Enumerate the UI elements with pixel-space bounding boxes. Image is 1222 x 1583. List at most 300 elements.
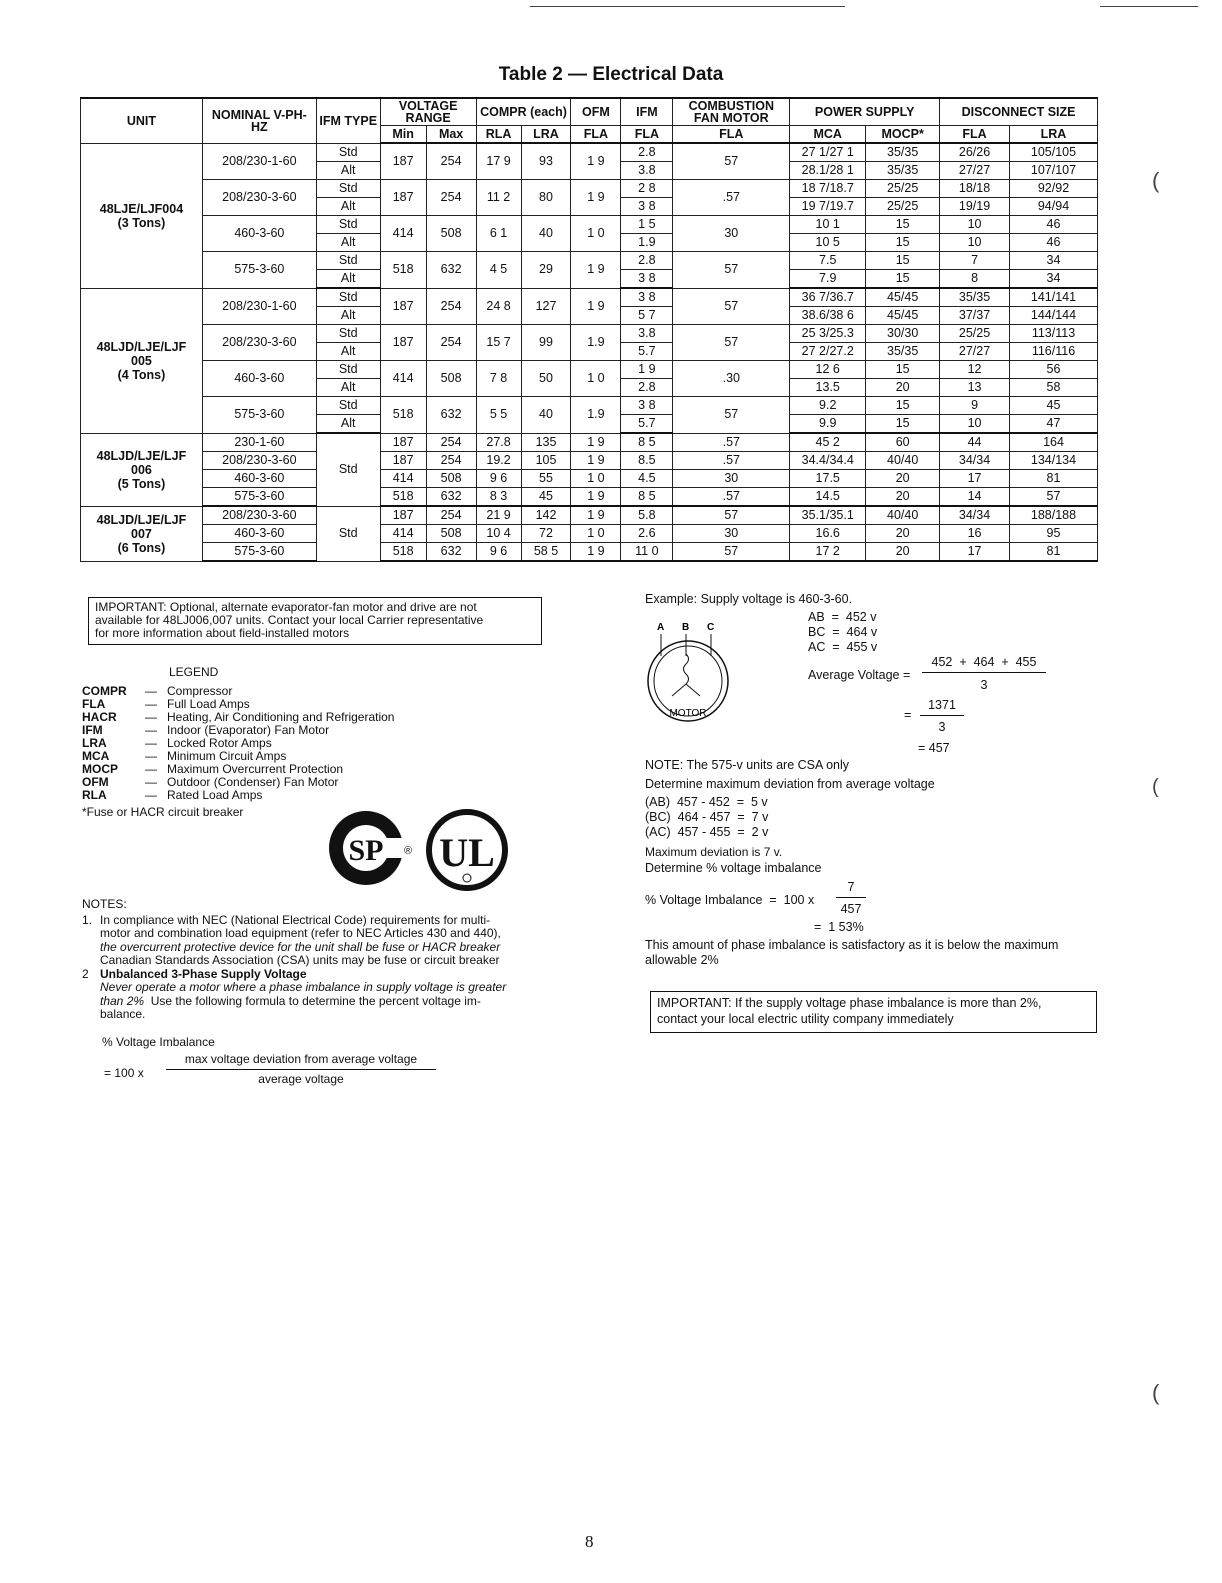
table-row (81, 216, 1098, 234)
legend-description: Outdoor (Condenser) Fan Motor (167, 775, 339, 789)
value-mca: 12 6 (790, 361, 866, 379)
value-min: 518 (380, 252, 426, 289)
value-mca: 13.5 (790, 379, 866, 397)
table-row (81, 470, 1098, 488)
table-body (81, 143, 1098, 561)
deviation-bc: (BC) 464 - 457 = 7 v (645, 810, 769, 824)
ifm-type: Std (316, 397, 380, 415)
value-ofm: 1 0 (571, 470, 621, 488)
hdr-nominal: NOMINAL V-PH-HZ (202, 98, 316, 143)
hdr-ifm-fla: FLA (621, 126, 673, 144)
value-dfla: 44 (940, 433, 1010, 452)
value-max: 508 (426, 525, 476, 543)
value-mca: 10 5 (790, 234, 866, 252)
value-rla: 9 6 (476, 543, 521, 562)
legend-key: RLA (82, 788, 107, 802)
value-dfla: 18/18 (940, 180, 1010, 198)
value-rla: 19.2 (476, 452, 521, 470)
value-mca: 18 7/18.7 (790, 180, 866, 198)
value-max: 254 (426, 452, 476, 470)
value-min: 518 (380, 488, 426, 507)
important-line: IMPORTANT: If the supply voltage phase imbalance is more than 2%, (657, 996, 1042, 1010)
ifm-type: Std (316, 325, 380, 343)
legend-dash: — (145, 749, 157, 763)
notes (82, 898, 562, 1022)
value-mca: 7.9 (790, 270, 866, 289)
example-bc: BC = 464 v (808, 625, 878, 639)
value-rla: 11 2 (476, 180, 521, 216)
legend-key: OFM (82, 775, 109, 789)
value-min: 414 (380, 525, 426, 543)
table-row (81, 252, 1098, 270)
notes-title: NOTES: (82, 897, 127, 911)
legend-description: Minimum Circuit Amps (167, 749, 287, 763)
formula-lhs: = 100 x (104, 1066, 144, 1080)
value-mca: 9.9 (790, 415, 866, 434)
value-mca: 7.5 (790, 252, 866, 270)
value-dfla: 10 (940, 415, 1010, 434)
ifm-fla: 2.8 (621, 379, 673, 397)
combustion-fla: .30 (673, 361, 790, 397)
value-ofm: 1 9 (571, 252, 621, 289)
ifm-fla: 1 5 (621, 216, 673, 234)
value-dfla: 9 (940, 397, 1010, 415)
ifm-fla: 2.8 (621, 252, 673, 270)
value-dlra: 116/116 (1010, 343, 1098, 361)
value-rla: 21 9 (476, 506, 521, 525)
nominal-voltage: 460-3-60 (202, 525, 316, 543)
value-rla: 9 6 (476, 470, 521, 488)
nominal-voltage: 208/230-3-60 (202, 506, 316, 525)
pct-numerator: 7 (847, 880, 855, 894)
value-lra: 127 (521, 288, 571, 325)
ifm-type: Std (316, 288, 380, 307)
pct-imbalance-label: % Voltage Imbalance (102, 1035, 215, 1049)
value-mocp: 35/35 (866, 162, 940, 180)
svg-text:A: A (657, 622, 665, 633)
nominal-voltage: 575-3-60 (202, 252, 316, 289)
value-max: 254 (426, 506, 476, 525)
value-min: 187 (380, 433, 426, 452)
value-min: 414 (380, 470, 426, 488)
important-note-motor (88, 597, 542, 645)
value-dlra: 141/141 (1010, 288, 1098, 307)
legend-description: Full Load Amps (167, 697, 250, 711)
note-1 (82, 914, 562, 968)
ifm-type: Std (316, 180, 380, 198)
combustion-fla: .57 (673, 180, 790, 216)
table-row (81, 543, 1098, 562)
margin-mark: ( (1152, 776, 1159, 798)
note-text (100, 995, 562, 1009)
unit-label: 005 (131, 353, 152, 368)
svg-text:B: B (682, 622, 690, 633)
conclusion-line: This amount of phase imbalance is satisfactory as it is below the maximum (645, 938, 1059, 952)
legend-dash: — (145, 736, 157, 750)
value-mocp: 15 (866, 415, 940, 434)
note-text: In compliance with NEC (National Electrical Code) requirements for multi- (100, 912, 491, 927)
value-lra: 40 (521, 397, 571, 434)
f2-numerator: 1371 (928, 698, 956, 712)
formula-fraction-bar (166, 1069, 436, 1070)
pct-denominator: 457 (840, 902, 862, 916)
value-max: 254 (426, 433, 476, 452)
legend-dash: — (145, 762, 157, 776)
important-line: IMPORTANT: Optional, alternate evaporator-fan motor and drive are not (95, 600, 477, 614)
combustion-fla: 57 (673, 288, 790, 325)
value-ofm: 1.9 (571, 325, 621, 361)
value-dlra: 46 (1010, 234, 1098, 252)
nominal-voltage: 460-3-60 (202, 361, 316, 397)
hdr-unit: UNIT (81, 98, 203, 143)
hdr-mocp: MOCP* (866, 126, 940, 144)
value-mca: 27 1/27 1 (790, 143, 866, 162)
value-mocp: 35/35 (866, 343, 940, 361)
value-min: 187 (380, 506, 426, 525)
table-row (81, 525, 1098, 543)
value-lra: 29 (521, 252, 571, 289)
registered-mark: ® (404, 845, 413, 857)
value-mocp: 15 (866, 234, 940, 252)
note-2-number: 2 (82, 966, 89, 981)
value-mca: 25 3/25.3 (790, 325, 866, 343)
value-rla: 15 7 (476, 325, 521, 361)
nominal-voltage: 575-3-60 (202, 397, 316, 434)
hdr-disc-fla: FLA (940, 126, 1010, 144)
nominal-voltage: 208/230-3-60 (202, 180, 316, 216)
legend-dash: — (145, 684, 157, 698)
pct-fraction-bar (836, 897, 866, 898)
value-dlra: 95 (1010, 525, 1098, 543)
ifm-type: Alt (316, 379, 380, 397)
value-dlra: 105/105 (1010, 143, 1098, 162)
value-dlra: 188/188 (1010, 506, 1098, 525)
svg-text:UL: UL (439, 830, 495, 875)
note-text: the overcurrent protective device for the unit shall be fuse or HACR breaker (100, 939, 501, 954)
table-row (81, 180, 1098, 198)
margin-mark: ( (1152, 168, 1160, 193)
value-min: 414 (380, 361, 426, 397)
avg-label: Average Voltage = (808, 668, 911, 682)
value-min: 187 (380, 180, 426, 216)
value-max: 632 (426, 488, 476, 507)
legend-description: Rated Load Amps (167, 788, 263, 802)
hdr-compr: COMPR (each) (476, 98, 571, 126)
value-max: 254 (426, 325, 476, 361)
table-row (81, 325, 1098, 343)
table-title: Table 2 — Electrical Data (498, 64, 724, 85)
motor-diagram (645, 618, 735, 722)
value-max: 508 (426, 216, 476, 252)
hdr-lra: LRA (521, 126, 571, 144)
ifm-type: Std (316, 433, 380, 506)
value-mocp: 35/35 (866, 143, 940, 162)
unit-cell (81, 433, 203, 506)
value-ofm: 1 9 (571, 488, 621, 507)
unit-cell (81, 288, 203, 433)
ifm-fla: 3 8 (621, 288, 673, 307)
legend-item (82, 789, 552, 802)
ifm-type: Alt (316, 415, 380, 434)
value-rla: 5 5 (476, 397, 521, 434)
hdr-min: Min (380, 126, 426, 144)
value-dfla: 19/19 (940, 198, 1010, 216)
svg-text:SP: SP (348, 834, 384, 867)
value-lra: 45 (521, 488, 571, 507)
determine-imbalance: Determine % voltage imbalance (645, 861, 822, 875)
value-mocp: 15 (866, 270, 940, 289)
value-mca: 16.6 (790, 525, 866, 543)
ifm-fla: 2 8 (621, 180, 673, 198)
value-mocp: 20 (866, 543, 940, 562)
nominal-voltage: 460-3-60 (202, 216, 316, 252)
value-mocp: 15 (866, 252, 940, 270)
value-mca: 36 7/36.7 (790, 288, 866, 307)
value-dlra: 92/92 (1010, 180, 1098, 198)
value-mocp: 20 (866, 525, 940, 543)
value-max: 508 (426, 361, 476, 397)
value-min: 187 (380, 288, 426, 325)
value-mocp: 15 (866, 361, 940, 379)
hdr-ofm: OFM (571, 98, 621, 126)
table-row (81, 288, 1098, 307)
note-text-italic: than 2% (100, 993, 145, 1008)
avg-result: = 457 (918, 741, 950, 755)
value-dlra: 34 (1010, 270, 1098, 289)
value-ofm: 1.9 (571, 397, 621, 434)
value-ifm: 8 5 (621, 433, 673, 452)
top-rule-center (530, 6, 845, 7)
important-line: available for 48LJ006,007 units. Contact your local Carrier representative (95, 613, 484, 627)
legend-dash: — (145, 723, 157, 737)
value-ofm: 1 0 (571, 361, 621, 397)
value-dfla: 17 (940, 470, 1010, 488)
important-line: for more information about field-installed motors (95, 626, 350, 640)
value-dlra: 113/113 (1010, 325, 1098, 343)
legend-key: MOCP (82, 762, 118, 776)
note-2 (82, 968, 562, 1022)
value-dlra: 94/94 (1010, 198, 1098, 216)
nominal-voltage: 208/230-3-60 (202, 325, 316, 361)
hdr-disc-lra: LRA (1010, 126, 1098, 144)
value-comb: .57 (673, 488, 790, 507)
value-mocp: 25/25 (866, 198, 940, 216)
value-ifm: 4.5 (621, 470, 673, 488)
unit-label: (4 Tons) (117, 367, 166, 382)
value-dfla: 26/26 (940, 143, 1010, 162)
value-ifm: 11 0 (621, 543, 673, 562)
deviation-ac: (AC) 457 - 455 = 2 v (645, 825, 769, 839)
ifm-fla: 3.8 (621, 325, 673, 343)
value-comb: .57 (673, 433, 790, 452)
value-max: 508 (426, 470, 476, 488)
value-mocp: 25/25 (866, 180, 940, 198)
legend-key: FLA (82, 697, 106, 711)
value-mocp: 20 (866, 470, 940, 488)
legend-items (82, 685, 552, 802)
legend-description: Heating, Air Conditioning and Refrigeration (167, 710, 395, 724)
important-line: contact your local electric utility company immediately (657, 1012, 954, 1026)
hdr-voltage-range: VOLTAGE RANGE (380, 98, 476, 126)
ifm-fla: 1.9 (621, 234, 673, 252)
value-mca: 35.1/35.1 (790, 506, 866, 525)
ifm-type: Alt (316, 307, 380, 325)
value-ofm: 1 9 (571, 452, 621, 470)
value-max: 632 (426, 543, 476, 562)
value-max: 632 (426, 397, 476, 434)
value-mocp: 30/30 (866, 325, 940, 343)
ifm-type: Alt (316, 343, 380, 361)
hdr-ifm-type: IFM TYPE (316, 98, 380, 143)
electrical-data-table (80, 97, 1098, 562)
value-ifm: 2.6 (621, 525, 673, 543)
value-rla: 17 9 (476, 143, 521, 180)
value-min: 518 (380, 397, 426, 434)
value-mocp: 45/45 (866, 288, 940, 307)
avg-denominator: 3 (980, 678, 988, 692)
ifm-type: Alt (316, 162, 380, 180)
value-dfla: 27/27 (940, 343, 1010, 361)
note-text: Canadian Standards Association (CSA) units may be fuse or circuit breaker (100, 953, 500, 967)
value-ofm: 1 0 (571, 216, 621, 252)
value-mocp: 45/45 (866, 307, 940, 325)
note-575: NOTE: The 575-v units are CSA only (645, 758, 850, 772)
table-row (81, 143, 1098, 162)
f2-fraction-bar (920, 715, 964, 716)
value-dfla: 17 (940, 543, 1010, 562)
combustion-fla: 57 (673, 252, 790, 289)
value-comb: 30 (673, 470, 790, 488)
max-deviation: Maximum deviation is 7 v. (645, 845, 783, 859)
value-ofm: 1 9 (571, 506, 621, 525)
value-rla: 4 5 (476, 252, 521, 289)
unit-label: 007 (131, 526, 152, 541)
value-comb: 57 (673, 543, 790, 562)
legend-footnote: *Fuse or HACR circuit breaker (82, 805, 244, 819)
value-dfla: 12 (940, 361, 1010, 379)
table-row (81, 397, 1098, 415)
value-dlra: 81 (1010, 470, 1098, 488)
value-mca: 17.5 (790, 470, 866, 488)
unit-label: 48LJE/LJF004 (99, 201, 184, 216)
value-mca: 9.2 (790, 397, 866, 415)
legend-description: Locked Rotor Amps (167, 736, 272, 750)
legend-dash: — (145, 697, 157, 711)
value-dlra: 134/134 (1010, 452, 1098, 470)
table-row (81, 452, 1098, 470)
value-dlra: 107/107 (1010, 162, 1098, 180)
legend-description: Maximum Overcurrent Protection (167, 762, 344, 776)
value-dlra: 81 (1010, 543, 1098, 562)
value-ifm: 8 5 (621, 488, 673, 507)
determine-deviation: Determine maximum deviation from average voltage (645, 777, 935, 791)
ifm-fla: 3 8 (621, 397, 673, 415)
value-max: 632 (426, 252, 476, 289)
example-ac: AC = 455 v (808, 640, 878, 654)
table-row (81, 361, 1098, 379)
ifm-type: Alt (316, 270, 380, 289)
value-max: 254 (426, 180, 476, 216)
value-mca: 14.5 (790, 488, 866, 507)
value-lra: 55 (521, 470, 571, 488)
conclusion-line: allowable 2% (645, 953, 719, 967)
value-min: 187 (380, 325, 426, 361)
value-rla: 6 1 (476, 216, 521, 252)
value-rla: 27.8 (476, 433, 521, 452)
margin-mark: ( (1152, 1380, 1160, 1405)
note-2-title: Unbalanced 3-Phase Supply Voltage (100, 966, 307, 981)
value-dfla: 16 (940, 525, 1010, 543)
pct-lhs: % Voltage Imbalance = 100 x (645, 893, 815, 907)
value-dfla: 7 (940, 252, 1010, 270)
ul-logo (422, 808, 512, 892)
value-dfla: 25/25 (940, 325, 1010, 343)
example-intro: Example: Supply voltage is 460-3-60. (645, 592, 853, 606)
unit-label: 48LJD/LJE/LJF (96, 448, 187, 463)
legend-key: LRA (82, 736, 107, 750)
value-dfla: 27/27 (940, 162, 1010, 180)
value-min: 187 (380, 143, 426, 180)
hdr-ifm: IFM (621, 98, 673, 126)
value-dfla: 13 (940, 379, 1010, 397)
value-max: 254 (426, 143, 476, 180)
formula-denominator: average voltage (258, 1072, 344, 1086)
ifm-fla: 3 8 (621, 198, 673, 216)
value-lra: 105 (521, 452, 571, 470)
note-text: balance. (100, 1007, 146, 1021)
equals-sign: = (904, 708, 912, 722)
value-mca: 10 1 (790, 216, 866, 234)
value-mca: 27 2/27.2 (790, 343, 866, 361)
legend (82, 666, 552, 819)
value-rla: 8 3 (476, 488, 521, 507)
value-lra: 93 (521, 143, 571, 180)
value-mocp: 15 (866, 216, 940, 234)
value-dfla: 35/35 (940, 288, 1010, 307)
pct-result: = 1 53% (814, 920, 864, 934)
ifm-type: Alt (316, 198, 380, 216)
value-dlra: 58 (1010, 379, 1098, 397)
unit-cell (81, 143, 203, 288)
note-text: Never operate a motor where a phase imbalance in supply voltage is greater (100, 980, 507, 994)
value-dlra: 57 (1010, 488, 1098, 507)
value-rla: 7 8 (476, 361, 521, 397)
legend-dash: — (145, 788, 157, 802)
value-mca: 45 2 (790, 433, 866, 452)
nominal-voltage: 208/230-3-60 (202, 452, 316, 470)
ifm-fla: 3.8 (621, 162, 673, 180)
value-ofm: 1 9 (571, 433, 621, 452)
value-lra: 80 (521, 180, 571, 216)
table-row (81, 433, 1098, 452)
value-ofm: 1 9 (571, 180, 621, 216)
svg-text:MOTOR: MOTOR (669, 708, 707, 719)
hdr-mca: MCA (790, 126, 866, 144)
value-mocp: 40/40 (866, 452, 940, 470)
unit-cell (81, 506, 203, 561)
value-mocp: 20 (866, 379, 940, 397)
value-dfla: 8 (940, 270, 1010, 289)
value-lra: 99 (521, 325, 571, 361)
ifm-type: Std (316, 252, 380, 270)
combustion-fla: 57 (673, 143, 790, 180)
table-row (81, 506, 1098, 525)
important-note-utility (650, 991, 1097, 1033)
value-ofm: 1 9 (571, 288, 621, 325)
table-row (81, 488, 1098, 507)
legend-key: IFM (82, 723, 103, 737)
hdr-power-supply: POWER SUPPLY (790, 98, 940, 126)
